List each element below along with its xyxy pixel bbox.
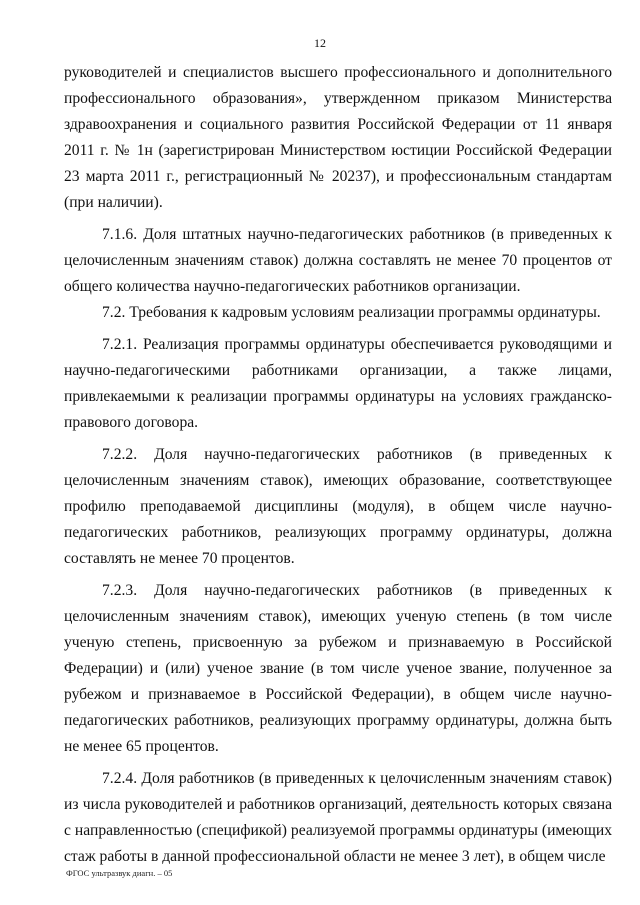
footer-document-code: ФГОС ультразвук диагн. – 05: [66, 868, 173, 878]
paragraph-7-2: 7.2. Требования к кадровым условиям реализации программы ординатуры.: [102, 304, 601, 321]
paragraph-7-2-1: 7.2.1. Реализация программы ординатуры обеспечивается руководящими и научно-педагогическими работниками организации, а также лицами, привлекаемыми к реализации программы ординатуры на условиях гражданско-правового договора.: [64, 336, 612, 431]
paragraph-7-2-4: 7.2.4. Доля работников (в приведенных к целочисленным значениям ставок) из числа руководителей и работников организаций, деятельность которых связана с направленностью (спецификой) реализуемой программы ординатуры (имеющих стаж работы в данной профессиональной области не менее 3 лет), в общем числе: [64, 770, 612, 865]
paragraph-7-1-6: 7.1.6. Доля штатных научно-педагогических работников (в приведенных к целочисленным значениям ставок) должна составлять не менее 70 процентов от общего количества научно-педагогических работников организации.: [64, 226, 612, 295]
paragraph-continuation: руководителей и специалистов высшего профессионального и дополнительного профессионального образования», утвержденном приказом Министерства здравоохранения и социального развития Российской Федерации от 11 января 2011 г. № 1н (зарегистрирован Министерством юстиции Российской Федерации 23 марта 2011 г., регистрационный № 20237), и профессиональным стандартам (при наличии).: [64, 64, 612, 211]
document-body: [64, 60, 612, 870]
page-number: 12: [314, 36, 326, 50]
paragraph-7-2-3: 7.2.3. Доля научно-педагогических работников (в приведенных к целочисленным значениям ставок), имеющих ученую степень (в том числе ученую степень, присвоенную за рубежом и признаваемую в Российской Федерации) и (или) ученое звание (в том числе ученое звание, полученное за рубежом и признаваемое в Российской Федерации), в общем числе научно-педагогических работников, реализующих программу ординатуры, должна быть не менее 65 процентов.: [64, 582, 612, 755]
paragraph-7-2-2: 7.2.2. Доля научно-педагогических работников (в приведенных к целочисленным значениям ставок), имеющих образование, соответствующее профилю преподаваемой дисциплины (модуля), в общем числе научно-педагогических работников, реализующих программу ординатуры, должна составлять не менее 70 процентов.: [64, 446, 612, 567]
